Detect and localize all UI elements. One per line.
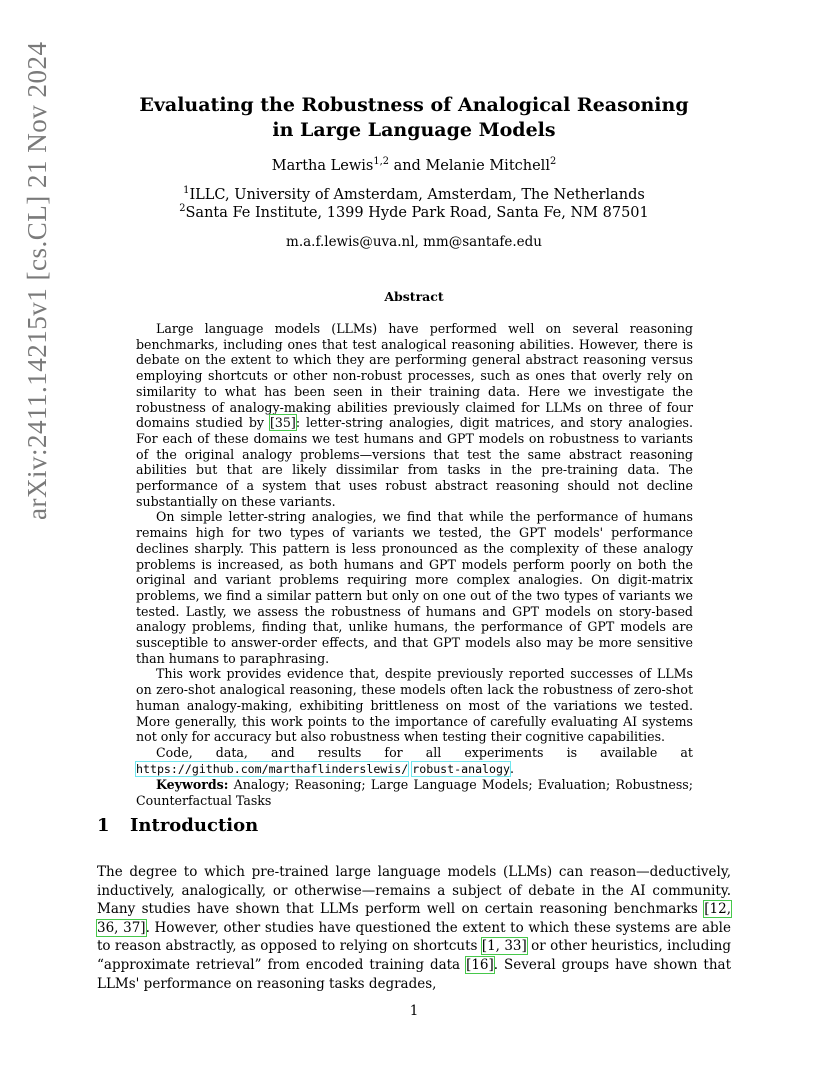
author-separator: and bbox=[388, 158, 426, 174]
author-1: Martha Lewis bbox=[271, 158, 374, 174]
abstract-paragraph-2: On simple letter-string analogies, we find that while the performance of humans remains high for two types of variants we tested, the GPT models' performance declines sharply. This pattern is less pronounced as the complexity of these analogy problems is increased, as both humans and GPT models perform poorly on both the original and variant problems requiring more complex analogies. On digit-matrix problems, we find a similar pattern but only on one out of the two types of variants we tested. Lastly, we assess the robustness of humans and GPT models on story-based analogy problems, finding that, unlike humans, the performance of GPT models are susceptible to answer-order effects, and that GPT models also may be more sensitive than humans to paraphrasing. bbox=[136, 509, 693, 666]
author-1-affiliation-mark: 1,2 bbox=[373, 156, 389, 168]
introduction-body bbox=[97, 863, 731, 993]
author-2-affiliation-mark: 2 bbox=[549, 156, 557, 168]
title-line-1: Evaluating the Robustness of Analogical Reasoning bbox=[139, 94, 689, 116]
page-number: 1 bbox=[409, 1003, 419, 1019]
github-link[interactable]: https://github.com/marthaflinderslewis/ bbox=[136, 761, 409, 776]
abstract-paragraph-1: Large language models (LLMs) have performed well on several reasoning benchmarks, including ones that test analogical reasoning abilities. However, there is debate on the extent to which they are performing general abstract reasoning versus employing shortcuts or other non-robust processes, such as ones that overly rely on similarity to what has been seen in their training data. Here we investigate the robustness of analogy-making abilities previously claimed for LLMs on three of four domains studied by [35]: letter-string analogies, digit matrices, and story analogies. For each of these domains we test humans and GPT models on robustness to variants of the original analogy problems—versions that test the same abstract reasoning abilities but that are likely dissimilar from tasks in the pre-training data. The performance of a system that uses robust abstract reasoning should not decline substantially on these variants. bbox=[136, 321, 693, 509]
section-number: 1 bbox=[97, 815, 110, 836]
introduction-paragraph-1: The degree to which pre-trained large language models (LLMs) can reason—deductively, inductively, analogically, or otherwise—remains a subject of debate in the AI community. Many studies have shown that LLMs perform well on certain reasoning benchmarks [12, 36, 37]. However, other studies have questioned the extent to which these systems are able to reason abstractly, as opposed to relying on shortcuts [1, 33] or other heuristics, including “approximate retrieval” from encoded training data [16]. Several groups have shown that LLMs' performance on reasoning tasks degrades, bbox=[97, 864, 732, 992]
keywords-label: Keywords: bbox=[156, 777, 229, 793]
author-2: Melanie Mitchell bbox=[425, 158, 550, 174]
affiliations bbox=[0, 186, 828, 222]
arxiv-id: arXiv:2411.14215v1 [cs.CL] 21 Nov 2024 bbox=[22, 41, 52, 520]
affiliation-2-mark: 2 bbox=[179, 203, 186, 215]
author-emails: m.a.f.lewis@uva.nl, mm@santafe.edu bbox=[286, 234, 542, 250]
citation-link[interactable]: [35] bbox=[269, 415, 296, 431]
author-line bbox=[0, 157, 828, 175]
abstract-body bbox=[136, 321, 693, 809]
github-link-continued[interactable]: robust-analogy bbox=[412, 761, 510, 776]
affiliation-1-mark: 1 bbox=[183, 185, 190, 197]
citation-link[interactable]: [1, 33] bbox=[481, 938, 527, 955]
abstract-code-availability: Code, data, and results for all experiments is available at https://github.com/marthaflinderslewis/ robust-analogy. bbox=[136, 744, 693, 776]
affiliation-2: $^2$Santa Fe Institute, 1399 Hyde Park Road, Santa Fe, NM 87501 bbox=[179, 203, 649, 221]
section-title: Introduction bbox=[130, 815, 259, 836]
citation-link[interactable]: [12, 36, 37] bbox=[97, 901, 731, 936]
abstract-paragraph-3: This work provides evidence that, despite previously reported successes of LLMs on zero-shot analogical reasoning, these models often lack the robustness of zero-shot human analogy-making, exhibiting brittleness on most of the variations we tested. More generally, this work points to the importance of carefully evaluating AI systems not only for accuracy but also robustness when testing their cognitive capabilities. bbox=[136, 666, 693, 745]
section-heading-introduction bbox=[97, 815, 258, 836]
title-line-2: in Large Language Models bbox=[272, 119, 556, 141]
affiliation-1: $^1$ILLC, University of Amsterdam, Amsterdam, The Netherlands bbox=[183, 185, 645, 203]
citation-link[interactable]: [16] bbox=[466, 956, 494, 973]
paper-title bbox=[0, 93, 828, 143]
abstract-keywords: Keywords: Analogy; Reasoning; Large Language Models; Evaluation; Robustness; Counterfactual Tasks bbox=[136, 777, 693, 809]
abstract-heading: Abstract bbox=[384, 289, 444, 304]
